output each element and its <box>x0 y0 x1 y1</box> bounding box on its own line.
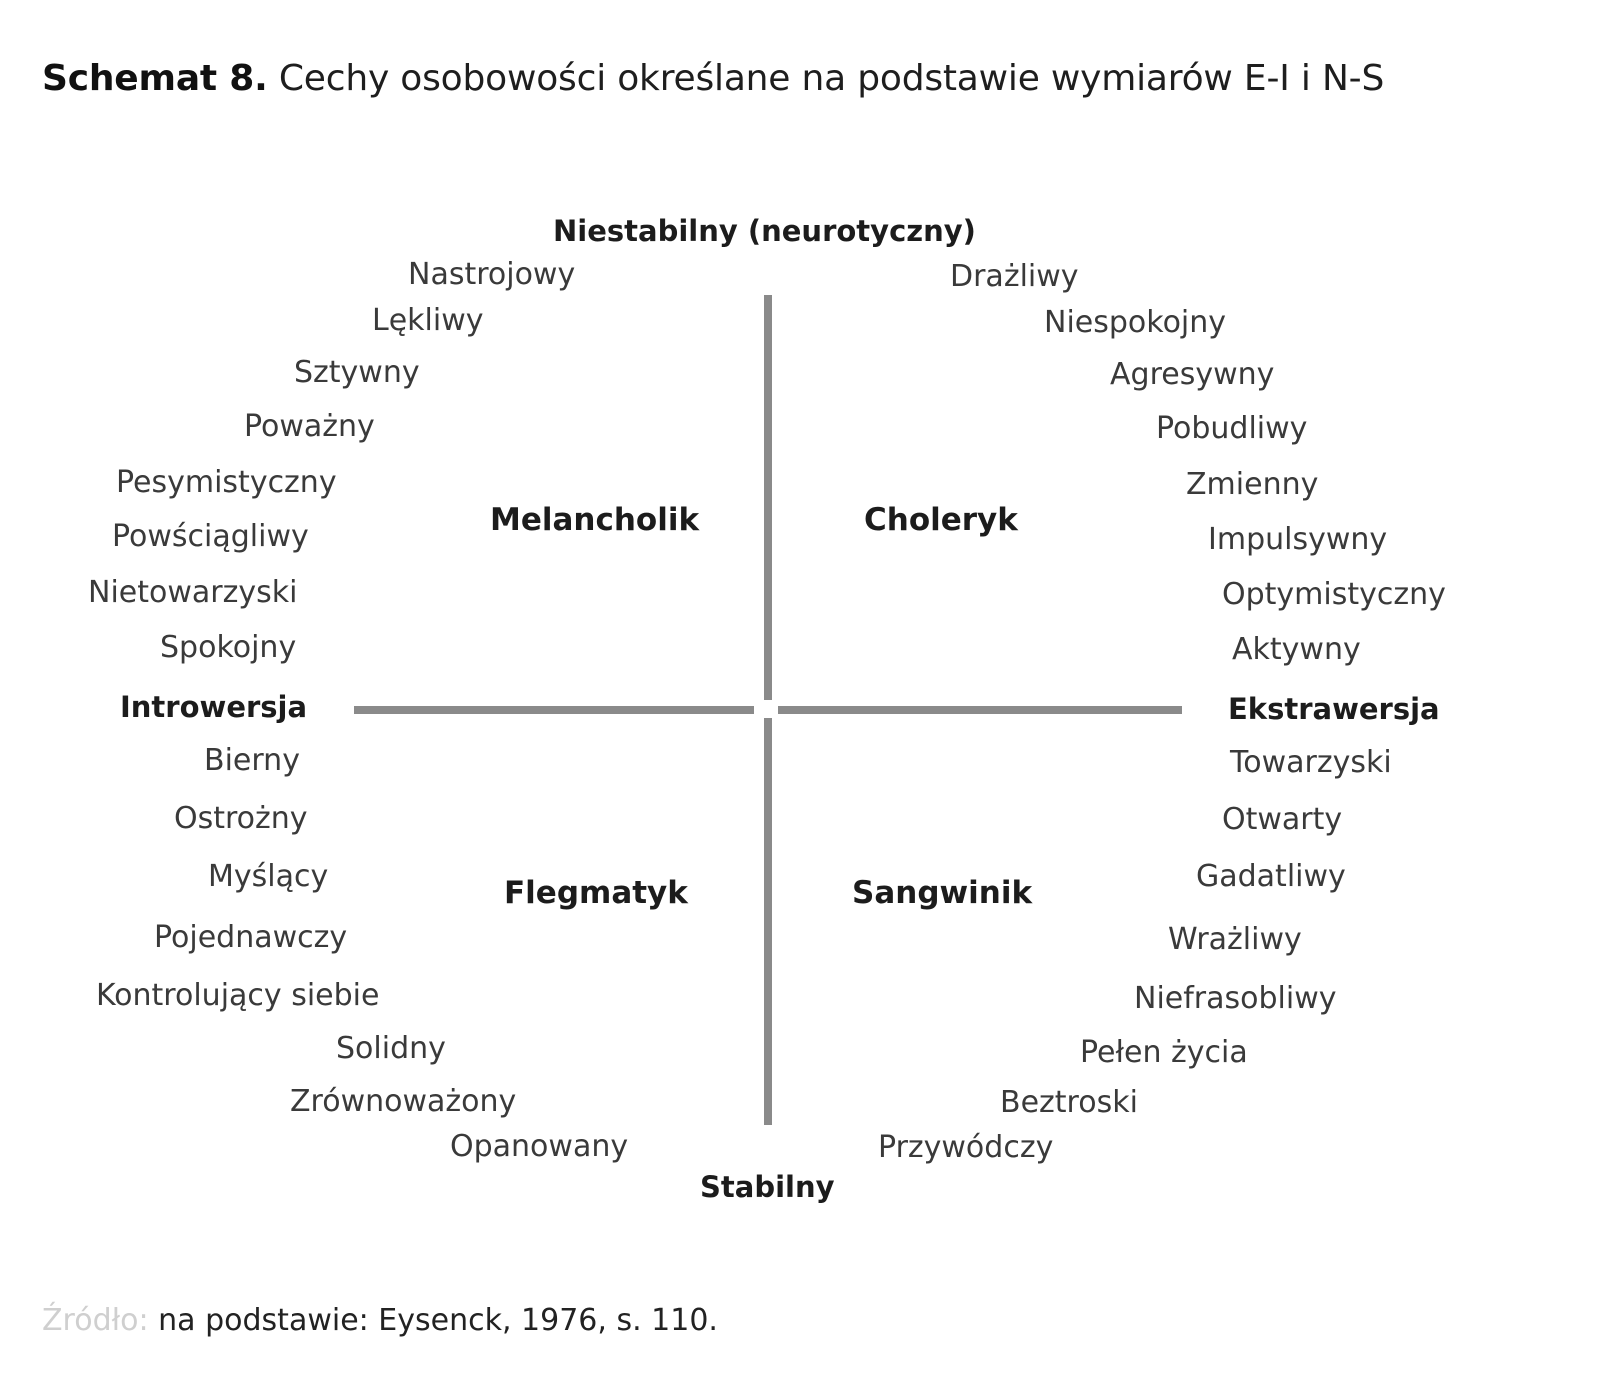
type-choleric: Choleryk <box>864 502 1018 538</box>
axis-label-extraversion: Ekstrawersja <box>1228 692 1440 726</box>
horizontal-axis-left <box>354 706 754 714</box>
figure-caption <box>42 58 1384 99</box>
trait-phlegmatic: Ostrożny <box>174 801 308 836</box>
type-melancholic: Melancholik <box>490 502 700 538</box>
figure-source <box>42 1303 718 1338</box>
trait-phlegmatic: Solidny <box>336 1031 446 1066</box>
trait-choleric: Aktywny <box>1232 632 1361 667</box>
trait-sanguine: Gadatliwy <box>1196 859 1346 894</box>
trait-melancholic: Sztywny <box>294 355 420 390</box>
horizontal-axis-right <box>778 706 1182 714</box>
trait-choleric: Niespokojny <box>1044 305 1227 340</box>
trait-melancholic: Nietowarzyski <box>88 575 298 610</box>
vertical-axis-lower <box>764 718 772 1125</box>
axis-label-stable: Stabilny <box>700 1170 835 1204</box>
trait-melancholic: Powściągliwy <box>112 519 309 554</box>
trait-phlegmatic: Zrównoważony <box>290 1084 517 1119</box>
type-phlegmatic: Flegmatyk <box>504 875 688 911</box>
source-label: Źródło: <box>42 1303 149 1338</box>
trait-phlegmatic: Kontrolujący siebie <box>96 978 380 1013</box>
trait-phlegmatic: Opanowany <box>450 1129 629 1164</box>
trait-phlegmatic: Bierny <box>204 743 300 778</box>
trait-phlegmatic: Myślący <box>208 859 329 894</box>
trait-melancholic: Lękliwy <box>372 303 484 338</box>
trait-sanguine: Towarzyski <box>1230 745 1392 780</box>
trait-phlegmatic: Pojednawczy <box>154 920 348 955</box>
trait-sanguine: Przywódczy <box>878 1130 1054 1165</box>
trait-melancholic: Poważny <box>244 409 375 444</box>
trait-melancholic: Nastrojowy <box>408 257 576 292</box>
source-text: na podstawie: Eysenck, 1976, s. 110. <box>158 1303 718 1338</box>
trait-sanguine: Wrażliwy <box>1168 922 1302 957</box>
trait-sanguine: Niefrasobliwy <box>1134 981 1337 1016</box>
trait-melancholic: Pesymistyczny <box>116 465 337 500</box>
trait-choleric: Agresywny <box>1110 357 1275 392</box>
vertical-axis-upper <box>764 295 772 700</box>
trait-choleric: Drażliwy <box>950 259 1079 294</box>
trait-sanguine: Otwarty <box>1222 802 1343 837</box>
trait-melancholic: Spokojny <box>160 630 297 665</box>
trait-sanguine: Beztroski <box>1000 1085 1138 1120</box>
trait-choleric: Zmienny <box>1186 467 1319 502</box>
trait-choleric: Pobudliwy <box>1156 411 1308 446</box>
caption-text: Cechy osobowości określane na podstawie wymiarów E-I i N-S <box>278 58 1385 99</box>
type-sanguine: Sangwinik <box>852 875 1033 911</box>
trait-choleric: Optymistyczny <box>1222 577 1446 612</box>
axis-label-unstable: Niestabilny (neurotyczny) <box>553 214 976 248</box>
axis-label-introversion: Introwersja <box>120 690 308 724</box>
caption-label: Schemat 8. <box>42 58 268 99</box>
trait-choleric: Impulsywny <box>1208 522 1388 557</box>
trait-sanguine: Pełen życia <box>1080 1035 1248 1070</box>
